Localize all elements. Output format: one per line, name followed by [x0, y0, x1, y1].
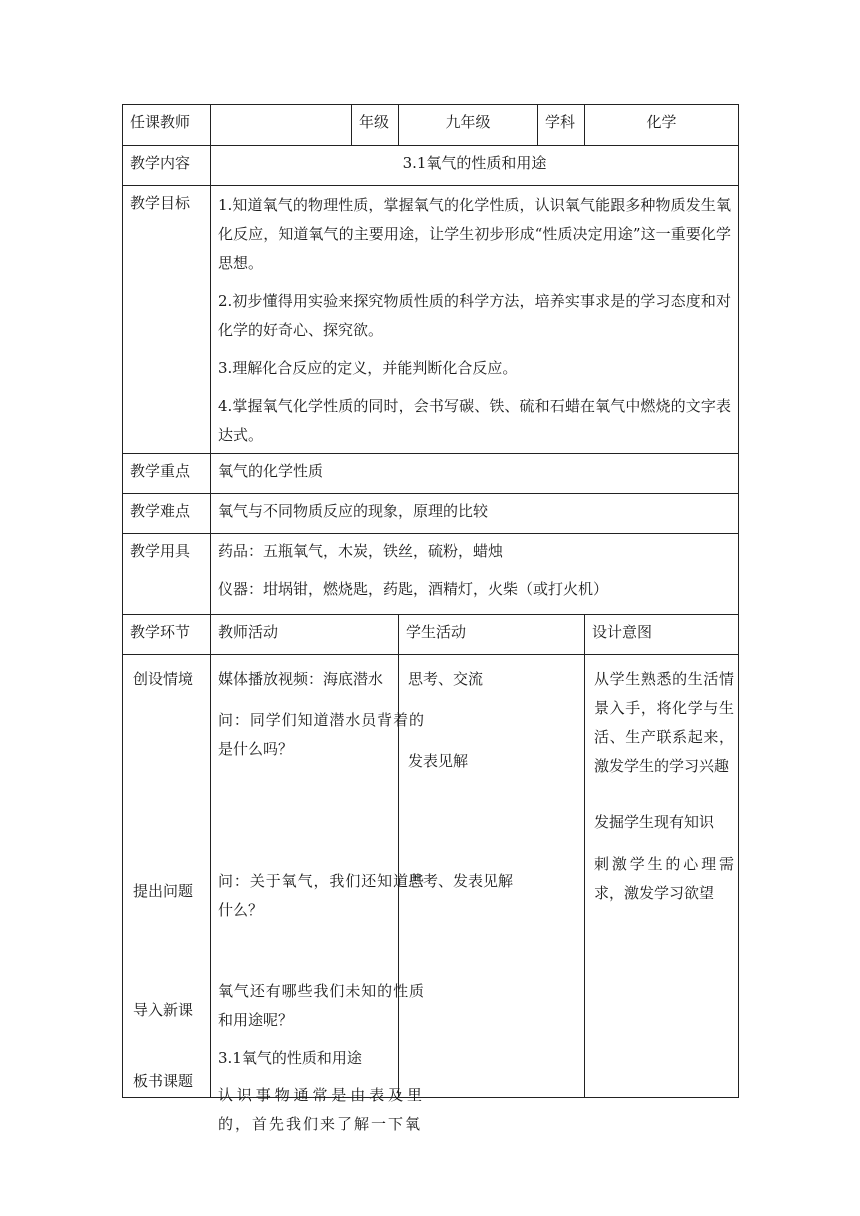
activity-row: [123, 655, 739, 1098]
header-row: [123, 105, 739, 146]
lesson-plan-table: [122, 104, 738, 1133]
goal-item: 3.理解化合反应的定义，并能判断化合反应。: [218, 359, 518, 377]
difficulty-label: 教学难点: [123, 494, 211, 534]
stage-header: 教学环节: [123, 615, 211, 655]
teacher-value: [211, 105, 352, 146]
teacher-activity-item: 问：同学们知道潜水员背着的是什么吗？: [218, 711, 424, 758]
activity-header-row: [123, 615, 739, 655]
teacher-label: 任课教师: [123, 105, 211, 146]
stage-item: 提出问题: [133, 882, 194, 900]
student-activity-item: 思考、发表见解: [408, 872, 514, 890]
student-activity-header: 学生活动: [399, 615, 585, 655]
subject-value: 化学: [585, 105, 739, 146]
difficulty-row: [123, 494, 739, 534]
key-point-label: 教学重点: [123, 454, 211, 494]
design-intent-item: 刺激学生的心理需求，激发学习欲望: [594, 855, 734, 902]
difficulty-value: 氧气与不同物质反应的现象，原理的比较: [211, 494, 739, 534]
key-point-row: [123, 454, 739, 494]
teacher-activity-item: 认识事物通常是由表及里的，首先我们来了解一下氧: [218, 1086, 424, 1133]
teacher-activity-item: 3.1氧气的性质和用途: [218, 1049, 362, 1067]
design-intent-column: [585, 655, 739, 1098]
goal-item: 1.知道氧气的物理性质，掌握氧气的化学性质，认识氧气能跟多种物质发生氧化反应，知道氧气的主要用途，让学生初步形成“性质决定用途”这一重要化学思想。: [218, 196, 731, 272]
grade-value: 九年级: [399, 105, 538, 146]
goals-label: 教学目标: [123, 186, 211, 454]
student-activity-column: [399, 655, 585, 1098]
goals-row: [123, 186, 739, 454]
tools-line: 仪器：坩埚钳，燃烧匙，药匙，酒精灯，火柴（或打火机）: [218, 580, 609, 598]
tools-line: 药品：五瓶氧气，木炭，铁丝，硫粉，蜡烛: [218, 542, 504, 560]
teacher-activity-item: 媒体播放视频：海底潜水: [218, 670, 384, 688]
goals-list: [211, 186, 739, 454]
design-intent-item: 发掘学生现有知识: [594, 813, 715, 831]
teacher-activity-header: 教师活动: [211, 615, 399, 655]
tools-row: [123, 534, 739, 615]
content-label: 教学内容: [123, 146, 211, 186]
stage-item: 创设情境: [133, 670, 194, 688]
teacher-activity-item: 氧气还有哪些我们未知的性质和用途呢？: [218, 982, 424, 1029]
teacher-activity-item: 问：关于氧气，我们还知道些什么？: [218, 872, 424, 919]
stage-item: 导入新课: [133, 1001, 194, 1019]
stage-item: 板书课题: [133, 1072, 194, 1090]
teacher-activity-column: [211, 655, 424, 1133]
goal-item: 2.初步懂得用实验来探究物质性质的科学方法，培养实事求是的学习态度和对化学的好奇心、探究欲。: [218, 292, 731, 339]
design-intent-item: 从学生熟悉的生活情景入手，将化学与生活、生产联系起来，激发学生的学习兴趣: [594, 670, 734, 775]
content-row: [123, 146, 739, 186]
tools-list: [211, 534, 739, 615]
goal-item: 4.掌握氧气化学性质的同时，会书写碳、铁、硫和石蜡在氧气中燃烧的文字表达式。: [218, 397, 731, 444]
content-value: 3.1氧气的性质和用途: [211, 146, 739, 186]
student-activity-item: 思考、交流: [408, 670, 484, 688]
tools-label: 教学用具: [123, 534, 211, 615]
subject-label: 学科: [538, 105, 585, 146]
stage-column: [123, 655, 211, 1098]
student-activity-item: 发表见解: [408, 752, 469, 770]
design-intent-header: 设计意图: [585, 615, 739, 655]
grade-label: 年级: [352, 105, 399, 146]
key-point-value: 氧气的化学性质: [211, 454, 739, 494]
